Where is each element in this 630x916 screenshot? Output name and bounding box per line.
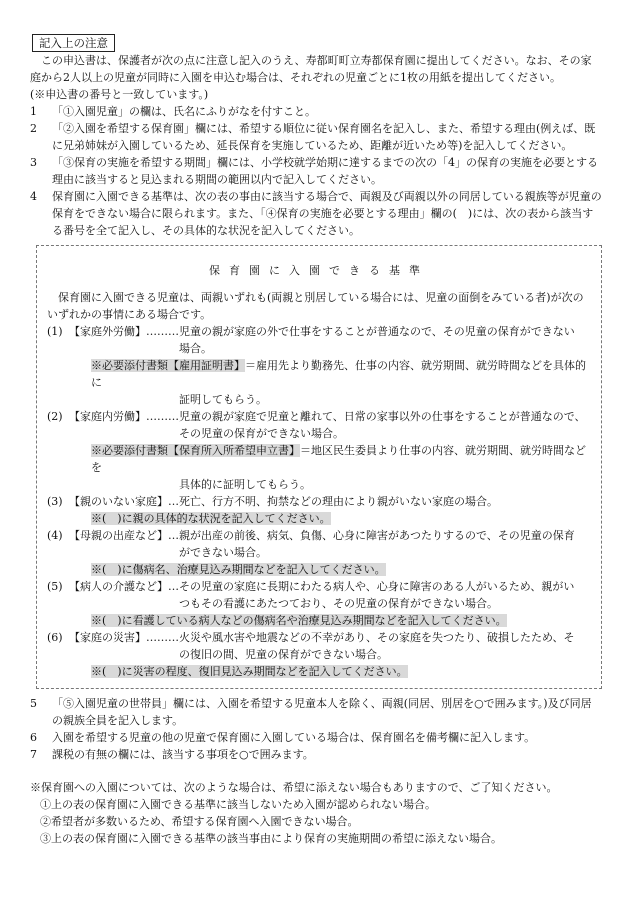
case-number: (3) [47, 495, 63, 508]
item-text: 「②入園を希望する保育園」欄には、希望する順位に従い保育園名を記入し、また、希望する理由(例えば、既に兄弟姉妹が入園しているため、延長保育を実施しているため、距離が近いため等)を記入してください。 [52, 122, 596, 152]
closing-notes [30, 779, 602, 847]
list-item [30, 154, 602, 188]
list-item [30, 188, 602, 239]
item-text: 入園を希望する児童の他の児童で保育園に入園している場合は、保育園名を備考欄に記入します。 [52, 731, 536, 744]
requirement-tail: ＝雇用先より勤務先、仕事の内容、就労期間、就労時間などを具体的に [91, 359, 586, 389]
case-continuation: の復旧の間、児童の保育ができない場合。 [179, 648, 388, 661]
item-number: 1 [30, 105, 37, 118]
case-head: 【家庭内労働】………児童の親が家庭で児童と離れて、日常の家事以外の仕事をすることが普通なので、 [69, 410, 586, 423]
list-item [30, 103, 602, 120]
case-continuation: つもその看護にあたつており、その児童の保育ができない場合。 [179, 597, 498, 610]
case-requirement [91, 663, 591, 680]
numbering-note: (※申込書の番号と一致しています。) [30, 88, 209, 101]
criteria-case [47, 493, 591, 527]
requirement-tail: ＝地区民生委員より仕事の内容、就労期間、就労時間などを [91, 444, 586, 474]
criteria-case [47, 527, 591, 578]
case-number: (1) [47, 325, 63, 338]
case-requirement [91, 442, 591, 476]
list-item [30, 695, 602, 729]
case-continuation: その児童の保育ができない場合。 [179, 427, 344, 440]
case-continuation: ができない場合。 [179, 546, 267, 559]
item-text: 「③保育の実施を希望する期間」欄には、小学校就学始期に達するまでの次の「4」の保育の実施を必要とする理由に該当すると見込まれる期間の範囲以内で記入してください。 [52, 156, 598, 186]
case-requirement [91, 357, 591, 391]
case-head: 【親のいない家庭】…死亡、行方不明、拘禁などの理由により親がいない家庭の場合。 [69, 495, 498, 508]
case-requirement [91, 612, 591, 629]
requirement-continuation: 具体的に証明してもらう。 [179, 478, 311, 491]
case-head: 【母親の出産など】…親が出産の前後、病気、負傷、心身に障害があつたりするので、その児童の保育 [69, 529, 575, 542]
item-text: 「①入園児童」の欄は、氏名にふりがなを付すこと。 [52, 105, 316, 118]
closing-point: ①上の表の保育園に入園できる基準に該当しないため入園が認められない場合。 [40, 798, 436, 811]
section-heading: 記入上の注意 [32, 34, 115, 52]
requirement-highlight: ※( )に親の具体的な状況を記入してください。 [91, 512, 331, 525]
case-number: (2) [47, 410, 63, 423]
requirement-highlight: ※( )に看護している病人などの傷病名や治療見込み期間などを記入してください。 [91, 614, 507, 627]
item-text: 「⑤入園児童の世帯員」欄には、入園を希望する児童本人を除く、両親(同居、別居を○で囲みます。)及び同居の親族全員を記入します。 [52, 697, 592, 727]
requirement-continuation: 証明してもらう。 [179, 393, 267, 406]
list-item [30, 746, 602, 763]
case-number: (4) [47, 529, 63, 542]
item-number: 7 [30, 748, 37, 761]
requirement-highlight: ※必要添付書類【雇用証明書】 [91, 359, 245, 372]
requirement-highlight: ※( )に災害の程度、復旧見込み期間などを記入してください。 [91, 665, 408, 678]
closing-point: ②希望者が多数いるため、希望する保育園へ入園できない場合。 [40, 815, 359, 828]
item-number: 6 [30, 731, 37, 744]
criteria-case [47, 578, 591, 629]
criteria-case [47, 629, 591, 680]
case-requirement [91, 510, 591, 527]
criteria-title: 保育園に入園できる基準 [209, 264, 429, 277]
case-number: (5) [47, 580, 63, 593]
case-number: (6) [47, 631, 63, 644]
requirement-highlight: ※( )に傷病名、治療見込み期間などを記入してください。 [91, 563, 386, 576]
intro-paragraph: この申込書は、保護者が次の点に注意し記入のうえ、寿都町町立寿都保育園に提出してください。なお、その家庭から2人以上の児童が同時に入園を申込む場合は、それぞれの児童ごとに1枚の用紙を提出してください。 [30, 54, 592, 84]
closing-lead: ※保育園への入園については、次のような場合は、希望に添えない場合もありますので、ご了知ください。 [30, 781, 558, 794]
item-number: 2 [30, 122, 37, 135]
criteria-case [47, 408, 591, 493]
case-head: 【家庭外労働】………児童の親が家庭の外で仕事をすることが普通なので、その児童の保育ができない [69, 325, 575, 338]
requirement-highlight: ※必要添付書類【保育所入所希望申立書】 [91, 444, 300, 457]
criteria-intro: 保育園に入園できる児童は、両親いずれも(両親と別居している場合には、児童の面倒をみている者)が次のいずれかの事情にある場合です。 [47, 291, 584, 321]
case-head: 【家庭の災害】………火災や風水害や地震などの不幸があり、その家庭を失つたり、破損したため、そ [69, 631, 575, 644]
list-item [30, 729, 602, 746]
criteria-case [47, 323, 591, 408]
criteria-box [36, 245, 602, 689]
list-item [30, 120, 602, 154]
item-number: 3 [30, 156, 37, 169]
closing-point: ③上の表の保育園に入園できる基準の該当事由により保育の実施期間の希望に添えない場合。 [40, 832, 502, 845]
document [30, 34, 602, 847]
item-number: 4 [30, 190, 37, 203]
item-text: 課税の有無の欄には、該当する事項を○で囲みます。 [52, 748, 314, 761]
case-continuation: 場合。 [179, 342, 212, 355]
case-head: 【病人の介護など】…その児童の家庭に長期にわたる病人や、心身に障害のある人がいるため、親がい [69, 580, 575, 593]
item-text: 保育園に入園できる基準は、次の表の事由に該当する場合で、両親及び両親以外の同居している親族等が児童の保育をできない場合に限られます。また、「④保育の実施を必要とする理由」欄の( )には、次の表から該当する番号を全て記入し、その具体的な状況を記入してください。 [52, 190, 602, 237]
item-number: 5 [30, 697, 37, 710]
case-requirement [91, 561, 591, 578]
